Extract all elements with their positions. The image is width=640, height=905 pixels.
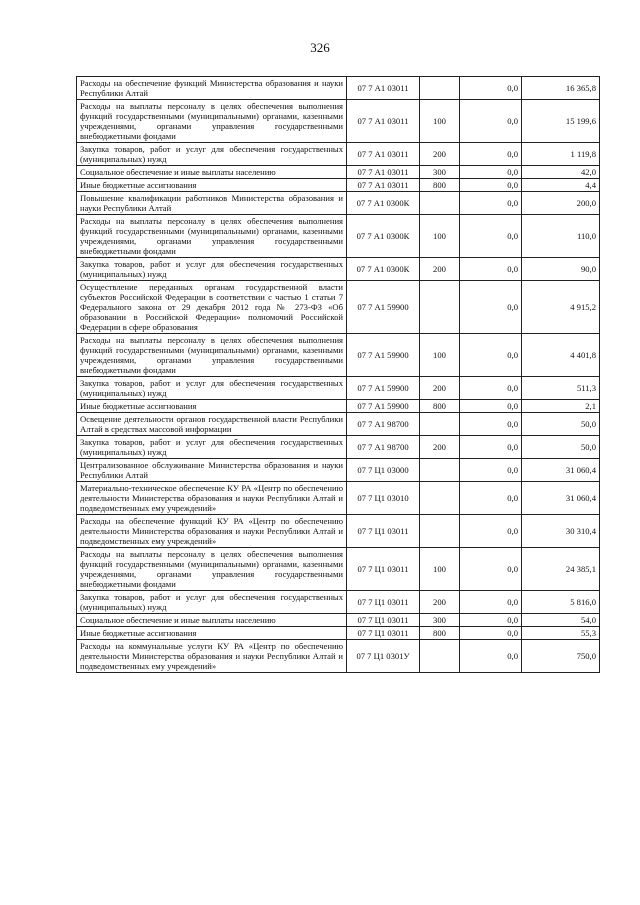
- row-amount-1-cell: 0,0: [460, 215, 522, 258]
- row-amount-1-cell: 0,0: [460, 436, 522, 459]
- row-name-cell: Освещение деятельности органов государственной власти Республики Алтай в средствах массовой информации: [77, 413, 347, 436]
- row-amount-2-cell: 750,0: [522, 640, 600, 673]
- row-code-cell: 07 7 А1 59900: [347, 400, 420, 413]
- row-amount-2-cell: 31 060,4: [522, 459, 600, 482]
- row-amount-1-cell: 0,0: [460, 77, 522, 100]
- row-amount-2-cell: 42,0: [522, 166, 600, 179]
- row-expense-type-cell: [420, 515, 460, 548]
- row-expense-type-cell: [420, 413, 460, 436]
- row-expense-type-cell: 800: [420, 627, 460, 640]
- row-expense-type-cell: 200: [420, 591, 460, 614]
- table-row: [77, 258, 600, 281]
- row-name-cell: Социальное обеспечение и иные выплаты населению: [77, 166, 347, 179]
- row-code-cell: 07 7 Ц1 03011: [347, 591, 420, 614]
- row-expense-type-cell: 200: [420, 436, 460, 459]
- row-amount-1-cell: 0,0: [460, 143, 522, 166]
- row-code-cell: 07 7 А1 59900: [347, 334, 420, 377]
- table-row: [77, 100, 600, 143]
- row-amount-2-cell: 200,0: [522, 192, 600, 215]
- row-amount-2-cell: 4 915,2: [522, 281, 600, 334]
- row-amount-1-cell: 0,0: [460, 258, 522, 281]
- row-code-cell: 07 7 А1 59900: [347, 377, 420, 400]
- row-amount-2-cell: 30 310,4: [522, 515, 600, 548]
- table-row: [77, 179, 600, 192]
- row-code-cell: 07 7 Ц1 0301У: [347, 640, 420, 673]
- table-row: [77, 482, 600, 515]
- row-expense-type-cell: 100: [420, 334, 460, 377]
- row-amount-1-cell: 0,0: [460, 482, 522, 515]
- table-row: [77, 192, 600, 215]
- row-code-cell: 07 7 А1 0300К: [347, 192, 420, 215]
- row-code-cell: 07 7 А1 0300К: [347, 215, 420, 258]
- table-row: [77, 515, 600, 548]
- row-expense-type-cell: 100: [420, 548, 460, 591]
- table-row: [77, 614, 600, 627]
- row-code-cell: 07 7 Ц1 03010: [347, 482, 420, 515]
- budget-table-body: [77, 77, 600, 673]
- row-amount-1-cell: 0,0: [460, 614, 522, 627]
- row-amount-1-cell: 0,0: [460, 192, 522, 215]
- row-expense-type-cell: [420, 459, 460, 482]
- row-name-cell: Иные бюджетные ассигнования: [77, 179, 347, 192]
- table-row: [77, 436, 600, 459]
- row-code-cell: 07 7 А1 03011: [347, 77, 420, 100]
- row-expense-type-cell: [420, 281, 460, 334]
- row-code-cell: 07 7 А1 03011: [347, 179, 420, 192]
- table-row: [77, 281, 600, 334]
- row-expense-type-cell: 800: [420, 179, 460, 192]
- row-code-cell: 07 7 Ц1 03000: [347, 459, 420, 482]
- row-name-cell: Материально-техническое обеспечение КУ РА «Центр по обеспечению деятельности Министерства образования и науки Республики Алтай и подведомственных ему учреждений»: [77, 482, 347, 515]
- row-expense-type-cell: 300: [420, 614, 460, 627]
- row-amount-1-cell: 0,0: [460, 100, 522, 143]
- row-code-cell: 07 7 Ц1 03011: [347, 627, 420, 640]
- row-expense-type-cell: 100: [420, 215, 460, 258]
- row-code-cell: 07 7 А1 03011: [347, 143, 420, 166]
- row-amount-1-cell: 0,0: [460, 179, 522, 192]
- row-name-cell: Расходы на обеспечение функций КУ РА «Центр по обеспечению деятельности Министерства образования и науки Республики Алтай и подведомственных ему учреждений»: [77, 515, 347, 548]
- row-expense-type-cell: [420, 192, 460, 215]
- row-code-cell: 07 7 Ц1 03011: [347, 548, 420, 591]
- table-row: [77, 640, 600, 673]
- row-amount-2-cell: 54,0: [522, 614, 600, 627]
- row-name-cell: Расходы на коммунальные услуги КУ РА «Центр по обеспечению деятельности Министерства образования и науки Республики Алтай и подведомственных ему учреждений»: [77, 640, 347, 673]
- row-name-cell: Закупка товаров, работ и услуг для обеспечения государственных (муниципальных) нужд: [77, 591, 347, 614]
- row-name-cell: Расходы на выплаты персоналу в целях обеспечения выполнения функций государственными (муниципальными) органами, казенными учреждениями, органами управления государственными внебюджетными фондами: [77, 100, 347, 143]
- table-row: [77, 334, 600, 377]
- row-code-cell: 07 7 Ц1 03011: [347, 614, 420, 627]
- row-amount-1-cell: 0,0: [460, 640, 522, 673]
- row-expense-type-cell: [420, 77, 460, 100]
- row-name-cell: Расходы на выплаты персоналу в целях обеспечения выполнения функций государственными (муниципальными) органами, казенными учреждениями, органами управления государственными внебюджетными фондами: [77, 215, 347, 258]
- row-amount-2-cell: 110,0: [522, 215, 600, 258]
- row-name-cell: Иные бюджетные ассигнования: [77, 627, 347, 640]
- row-amount-2-cell: 4,4: [522, 179, 600, 192]
- table-row: [77, 627, 600, 640]
- row-amount-2-cell: 2,1: [522, 400, 600, 413]
- row-amount-2-cell: 511,3: [522, 377, 600, 400]
- row-code-cell: 07 7 А1 03011: [347, 100, 420, 143]
- row-amount-2-cell: 55,3: [522, 627, 600, 640]
- row-expense-type-cell: 200: [420, 377, 460, 400]
- row-expense-type-cell: 200: [420, 143, 460, 166]
- row-expense-type-cell: 800: [420, 400, 460, 413]
- row-code-cell: 07 7 А1 98700: [347, 413, 420, 436]
- row-amount-1-cell: 0,0: [460, 591, 522, 614]
- row-amount-1-cell: 0,0: [460, 377, 522, 400]
- row-code-cell: 07 7 Ц1 03011: [347, 515, 420, 548]
- row-expense-type-cell: 100: [420, 100, 460, 143]
- row-amount-1-cell: 0,0: [460, 334, 522, 377]
- table-row: [77, 413, 600, 436]
- row-name-cell: Закупка товаров, работ и услуг для обеспечения государственных (муниципальных) нужд: [77, 258, 347, 281]
- row-amount-1-cell: 0,0: [460, 627, 522, 640]
- row-amount-1-cell: 0,0: [460, 166, 522, 179]
- row-name-cell: Иные бюджетные ассигнования: [77, 400, 347, 413]
- row-code-cell: 07 7 А1 59900: [347, 281, 420, 334]
- table-row: [77, 591, 600, 614]
- row-name-cell: Расходы на обеспечение функций Министерства образования и науки Республики Алтай: [77, 77, 347, 100]
- row-expense-type-cell: [420, 640, 460, 673]
- row-expense-type-cell: 200: [420, 258, 460, 281]
- row-amount-1-cell: 0,0: [460, 459, 522, 482]
- row-code-cell: 07 7 А1 0300К: [347, 258, 420, 281]
- row-expense-type-cell: [420, 482, 460, 515]
- table-row: [77, 77, 600, 100]
- row-name-cell: Повышение квалификации работников Министерства образования и науки Республики Алтай: [77, 192, 347, 215]
- row-name-cell: Закупка товаров, работ и услуг для обеспечения государственных (муниципальных) нужд: [77, 436, 347, 459]
- row-name-cell: Централизованное обслуживание Министерства образования и науки Республики Алтай: [77, 459, 347, 482]
- row-amount-2-cell: 50,0: [522, 413, 600, 436]
- row-code-cell: 07 7 А1 03011: [347, 166, 420, 179]
- row-amount-2-cell: 24 385,1: [522, 548, 600, 591]
- row-amount-1-cell: 0,0: [460, 515, 522, 548]
- row-name-cell: Осуществление переданных органам государственной власти субъектов Российской Федерации в соответствии с частью 1 статьи 7 Федерального закона от 29 декабря 2012 года № 273-ФЗ «Об образовании в Российской Федерации» полномочий Российской Федерации в сфере образования: [77, 281, 347, 334]
- row-amount-1-cell: 0,0: [460, 548, 522, 591]
- row-amount-2-cell: 90,0: [522, 258, 600, 281]
- row-name-cell: Социальное обеспечение и иные выплаты населению: [77, 614, 347, 627]
- row-name-cell: Расходы на выплаты персоналу в целях обеспечения выполнения функций государственными (муниципальными) органами, казенными учреждениями, органами управления государственными внебюджетными фондами: [77, 334, 347, 377]
- row-name-cell: Закупка товаров, работ и услуг для обеспечения государственных (муниципальных) нужд: [77, 377, 347, 400]
- row-amount-2-cell: 4 401,8: [522, 334, 600, 377]
- row-amount-1-cell: 0,0: [460, 400, 522, 413]
- table-row: [77, 215, 600, 258]
- row-amount-2-cell: 5 816,0: [522, 591, 600, 614]
- row-amount-2-cell: 1 119,8: [522, 143, 600, 166]
- row-amount-2-cell: 15 199,6: [522, 100, 600, 143]
- table-row: [77, 377, 600, 400]
- table-row: [77, 459, 600, 482]
- row-amount-2-cell: 31 060,4: [522, 482, 600, 515]
- row-code-cell: 07 7 А1 98700: [347, 436, 420, 459]
- row-amount-1-cell: 0,0: [460, 413, 522, 436]
- page-number: 326: [310, 40, 330, 55]
- row-amount-1-cell: 0,0: [460, 281, 522, 334]
- table-row: [77, 548, 600, 591]
- row-name-cell: Расходы на выплаты персоналу в целях обеспечения выполнения функций государственными (муниципальными) органами, казенными учреждениями, органами управления государственными внебюджетными фондами: [77, 548, 347, 591]
- table-row: [77, 400, 600, 413]
- row-amount-2-cell: 50,0: [522, 436, 600, 459]
- budget-table: [76, 76, 600, 673]
- row-amount-2-cell: 16 365,8: [522, 77, 600, 100]
- row-expense-type-cell: 300: [420, 166, 460, 179]
- row-name-cell: Закупка товаров, работ и услуг для обеспечения государственных (муниципальных) нужд: [77, 143, 347, 166]
- table-row: [77, 143, 600, 166]
- table-row: [77, 166, 600, 179]
